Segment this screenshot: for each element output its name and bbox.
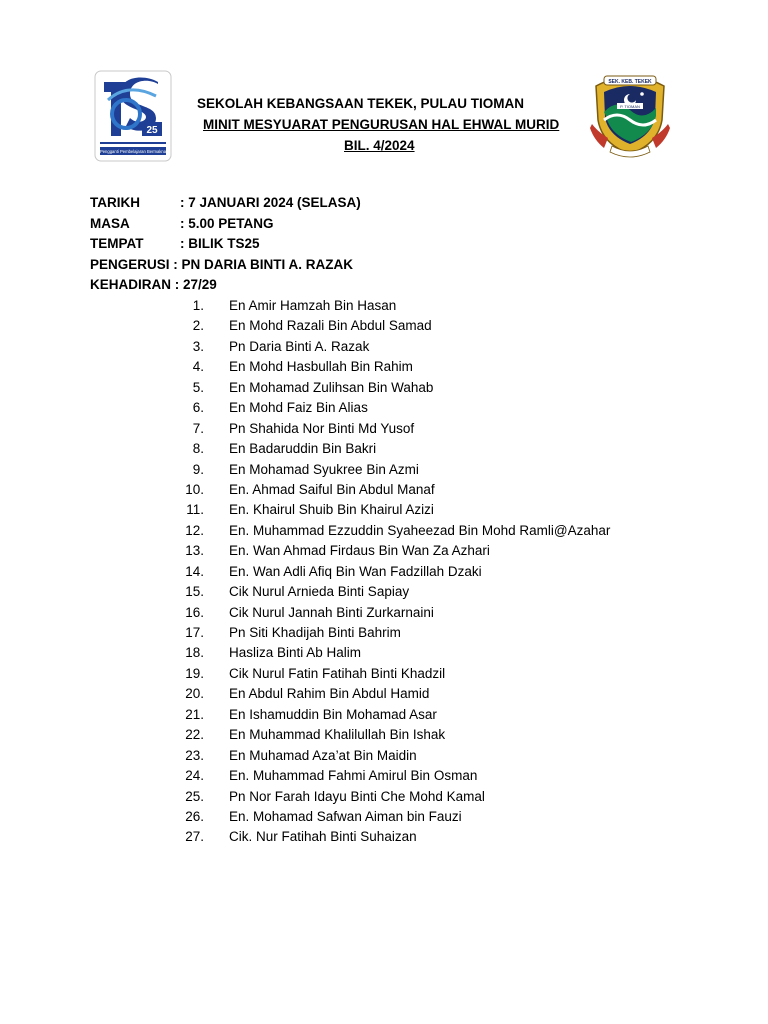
attendee-name: En. Wan Ahmad Firdaus Bin Wan Za Azhari xyxy=(229,543,490,559)
attendee-number: 6. xyxy=(192,400,204,416)
crest-ribbon: P. TIOMAN xyxy=(620,104,640,109)
date-label: TARIKH xyxy=(90,195,140,210)
time-value: : 5.00 PETANG xyxy=(180,216,274,231)
attendee-name: En. Ahmad Saiful Bin Abdul Manaf xyxy=(229,481,435,497)
meta-date xyxy=(90,195,361,210)
attendee-name: En. Mohamad Safwan Aiman bin Fauzi xyxy=(229,808,462,824)
attendee-number: 7. xyxy=(192,420,204,436)
attendee-number: 8. xyxy=(192,441,204,457)
attendee-name: En. Muhammad Ezzuddin Syaheezad Bin Mohd Ramli@Azahar xyxy=(229,522,611,538)
meta-time xyxy=(90,216,274,231)
attendee-name: Cik. Nur Fatihah Binti Suhaizan xyxy=(229,829,417,845)
attendee-name: Pn Siti Khadijah Binti Bahrim xyxy=(229,625,401,640)
attendee-number: 22. xyxy=(185,727,204,743)
attendee-number: 2. xyxy=(192,318,204,334)
attendee-number: 18. xyxy=(185,645,204,661)
attendee-number: 17. xyxy=(185,625,204,640)
attendee-name: Cik Nurul Jannah Binti Zurkarnaini xyxy=(229,604,434,620)
document-title: MINIT MESYUARAT PENGURUSAN HAL EHWAL MURID xyxy=(203,117,560,132)
attendee-number: 12. xyxy=(185,522,204,538)
ts25-logo xyxy=(94,70,172,162)
attendee-name: Pn Daria Binti A. Razak xyxy=(229,338,370,354)
attendee-number: 23. xyxy=(185,747,204,763)
attendee-number: 21. xyxy=(185,706,204,722)
attendee-name: En Mohd Razali Bin Abdul Samad xyxy=(229,318,432,334)
attendee-name: En Ishamuddin Bin Mohamad Asar xyxy=(229,706,437,722)
attendee-number: 27. xyxy=(185,829,204,845)
ts25-logo-text: 25 xyxy=(146,125,158,136)
attendee-number: 25. xyxy=(185,788,204,804)
ts25-logo-caption: Pengganti Pembelajaran Bermakna xyxy=(99,149,167,154)
attendee-name: En Abdul Rahim Bin Abdul Hamid xyxy=(229,686,430,702)
attendee-number: 15. xyxy=(185,584,204,600)
attendee-number: 11. xyxy=(186,502,204,518)
attendee-name: Hasliza Binti Ab Halim xyxy=(229,645,362,661)
time-label: MASA xyxy=(90,216,130,231)
place-value: : BILIK TS25 xyxy=(180,236,260,251)
school-crest-logo xyxy=(590,68,670,158)
place-label: TEMPAT xyxy=(90,236,144,251)
meta-chair: PENGERUSI : PN DARIA BINTI A. RAZAK xyxy=(90,257,354,272)
attendee-name: En Amir Hamzah Bin Hasan xyxy=(229,298,397,313)
attendee-number: 5. xyxy=(192,379,204,395)
attendee-name: Pn Shahida Nor Binti Md Yusof xyxy=(229,420,415,436)
attendee-name: En Mohd Faiz Bin Alias xyxy=(229,400,368,416)
attendee-name: En Mohamad Zulihsan Bin Wahab xyxy=(229,379,434,395)
attendee-name: En Mohamad Syukree Bin Azmi xyxy=(229,461,419,477)
attendee-number: 16. xyxy=(185,604,204,620)
meeting-number: BIL. 4/2024 xyxy=(344,138,415,153)
crest-banner: SEK. KEB. TEKEK xyxy=(608,79,652,85)
meta-place xyxy=(90,236,260,251)
attendee-name: Cik Nurul Arnieda Binti Sapiay xyxy=(229,584,410,600)
attendee-number: 10. xyxy=(185,481,204,497)
attendee-name: Pn Nor Farah Idayu Binti Che Mohd Kamal xyxy=(229,788,485,804)
attendee-name: En. Muhammad Fahmi Amirul Bin Osman xyxy=(229,768,478,784)
attendee-number: 24. xyxy=(185,768,204,784)
attendee-name: En Mohd Hasbullah Bin Rahim xyxy=(229,359,413,375)
attendee-name: En. Khairul Shuib Bin Khairul Azizi xyxy=(229,502,434,518)
meta-attendance: KEHADIRAN : 27/29 xyxy=(90,277,217,292)
school-name: SEKOLAH KEBANGSAAN TEKEK, PULAU TIOMAN xyxy=(197,96,525,111)
attendee-number: 9. xyxy=(192,461,204,477)
attendee-number: 14. xyxy=(185,563,204,579)
attendee-name: En Badaruddin Bin Bakri xyxy=(229,441,377,457)
attendee-name: En Muhamad Aza’at Bin Maidin xyxy=(229,747,417,763)
attendee-number: 3. xyxy=(192,338,204,354)
attendee-number: 26. xyxy=(185,808,204,824)
attendee-number: 20. xyxy=(185,686,204,702)
attendee-number: 1. xyxy=(192,298,204,313)
date-value: : 7 JANUARI 2024 (SELASA) xyxy=(180,195,361,210)
attendee-number: 19. xyxy=(185,665,204,681)
attendee-name: En Muhammad Khalilullah Bin Ishak xyxy=(229,727,446,743)
attendee-number: 13. xyxy=(185,543,204,559)
attendee-name: Cik Nurul Fatin Fatihah Binti Khadzil xyxy=(229,665,446,681)
attendee-number: 4. xyxy=(192,359,204,375)
attendee-name: En. Wan Adli Afiq Bin Wan Fadzillah Dzaki xyxy=(229,563,482,579)
